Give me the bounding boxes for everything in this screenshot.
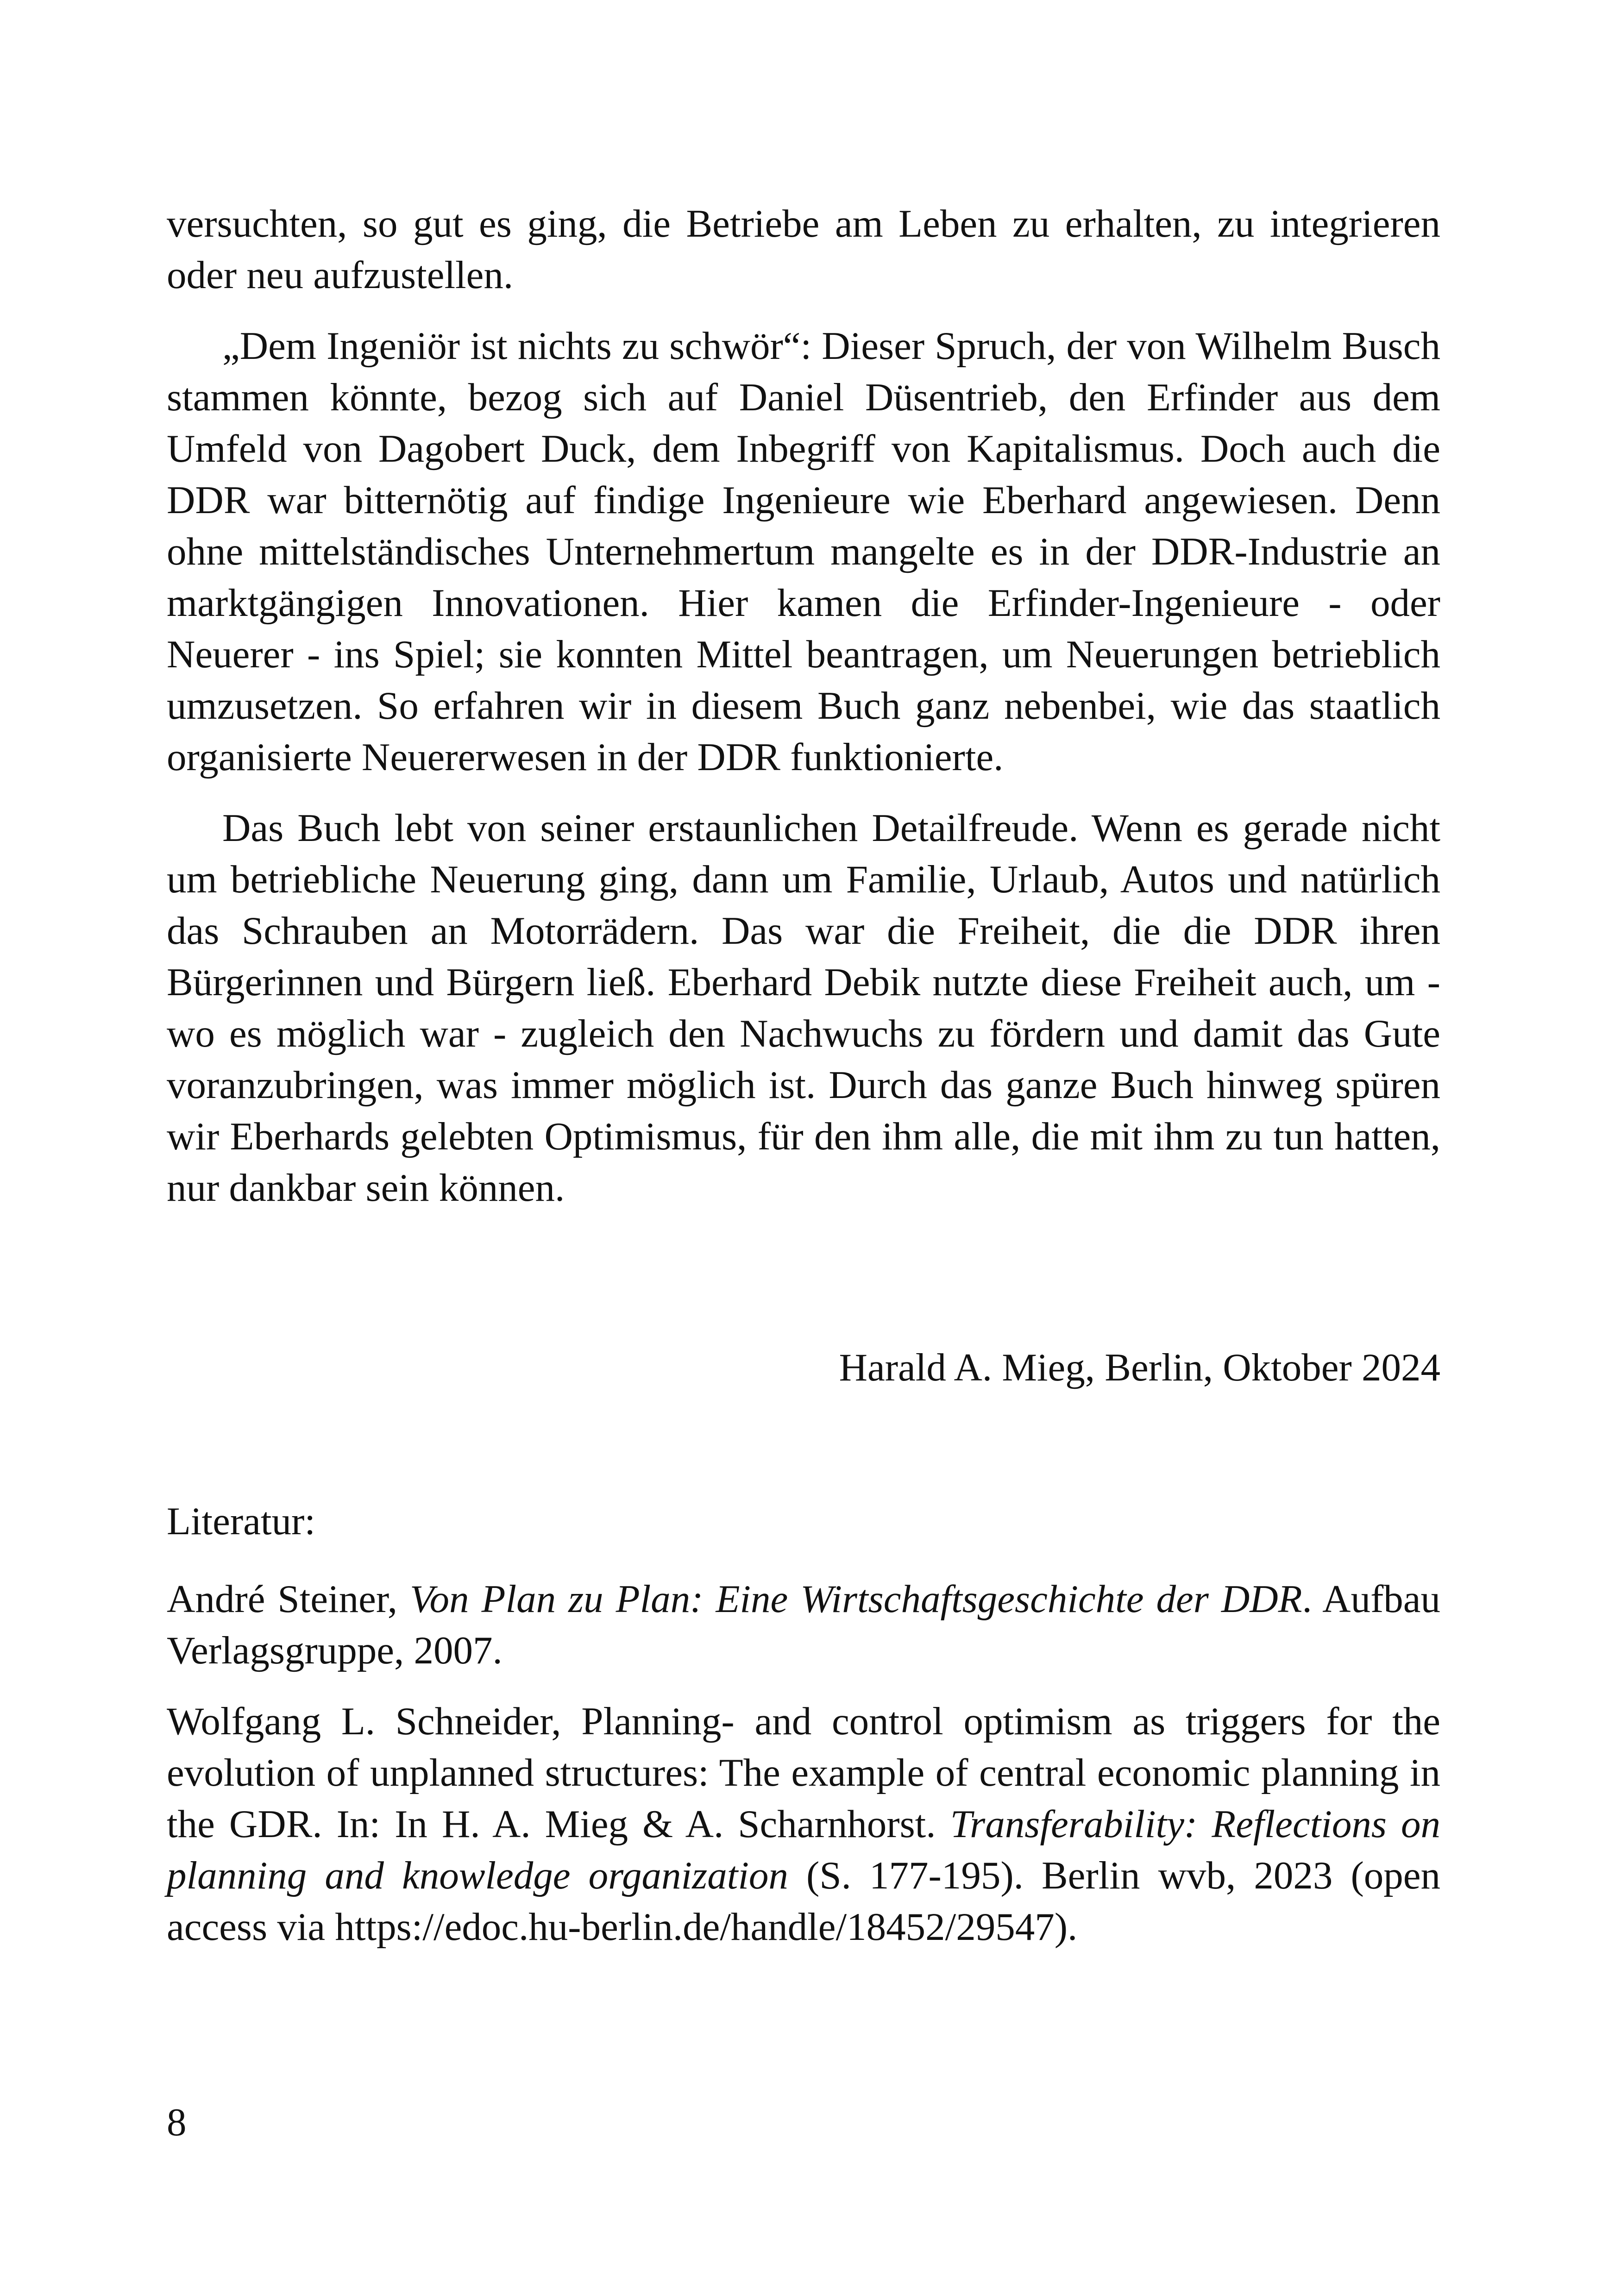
reference-publisher: . Aufbau Verlagsgruppe, 2007. (167, 1577, 1440, 1672)
reference-item (167, 1574, 1440, 1676)
body-text (167, 198, 1440, 1214)
reference-author: Wolfgang L. Schneider, Planning- and control optimism as triggers for the evolution of unplanned structures: The example of central economic planning in the GDR. In: In H. A. Mieg & A. Scharnhorst. (167, 1700, 1440, 1846)
reference-author: André Steiner, (167, 1577, 410, 1621)
paragraph-3: Das Buch lebt von seiner erstaunlichen Detailfreude. Wenn es gerade nicht um betriebliche Neuerung ging, dann um Familie, Urlaub, Autos und natürlich das Schrauben an Motorrädern. Das war die Freiheit, die die DDR ihren Bürgerinnen und Bürgern ließ. Eberhard Debik nutzte diese Freiheit auch, um - wo es möglich war - zugleich den Nachwuchs zu fördern und damit das Gute voranzubringen, was immer möglich ist. Durch das ganze Buch hinweg spüren wir Eberhards gelebten Optimismus, für den ihm alle, die mit ihm zu tun hatten, nur dankbar sein können. (167, 806, 1440, 1210)
paragraph-2: „Dem Ingeniör ist nichts zu schwör“: Dieser Spruch, der von Wilhelm Busch stammen könnte, bezog sich auf Daniel Düsentrieb, den Erfinder aus dem Umfeld von Dagobert Duck, dem Inbegriff von Kapitalismus. Doch auch die DDR war bitternötig auf findige Ingenieure wie Eberhard angewiesen. Denn ohne mittelständisches Unternehmertum mangelte es in der DDR-Industrie an marktgängigen Innovationen. Hier kamen die Erfinder-Ingenieure - oder Neuerer - ins Spiel; sie konnten Mittel beantragen, um Neuerungen betrieblich umzusetzen. So erfahren wir in diesem Buch ganz nebenbei, wie das staatlich organisierte Neuererwesen in der DDR funktionierte. (167, 324, 1440, 779)
author-signature-line: Harald A. Mieg, Berlin, Oktober 2024 (839, 1346, 1440, 1389)
reference-title: Von Plan zu Plan: Eine Wirtschaftsgeschichte der DDR (410, 1577, 1302, 1621)
reference-publisher: (S. 177-195). Berlin wvb, 2023 (open access via https://edoc.hu-berlin.de/handle/18452/29547). (167, 1854, 1440, 1949)
literature-heading: Literatur: (167, 1499, 315, 1543)
page-number: 8 (167, 2101, 187, 2144)
reference-title: Transferability: Reflections on planning and knowledge organization (167, 1802, 1440, 1897)
paragraph-1: versuchten, so gut es ging, die Betriebe am Leben zu erhalten, zu integrieren oder neu aufzustellen. (167, 202, 1440, 297)
reference-item (167, 1696, 1440, 1953)
reference-list (167, 1574, 1440, 1953)
